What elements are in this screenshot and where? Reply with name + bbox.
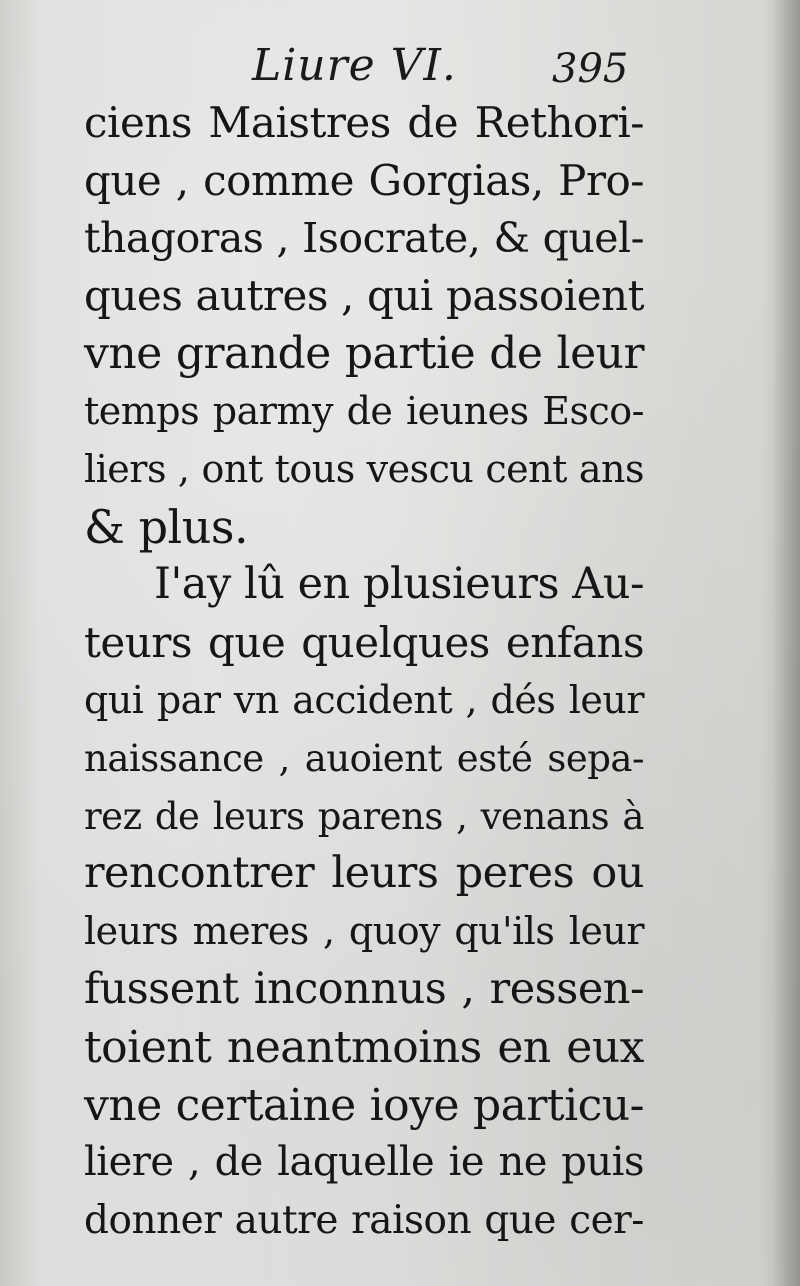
text-line: ciens Maistres de Rethori- xyxy=(84,98,644,147)
paragraph-end-line: & plus. xyxy=(84,499,249,554)
text-line: rencontrer leurs peres ou xyxy=(84,848,644,899)
paragraph-start-line: I'ay lû en plusieurs Au- xyxy=(154,559,644,610)
text-line: vne grande partie de leur xyxy=(84,328,644,380)
text-line: naissance , auoient esté sepa- xyxy=(84,736,644,780)
text-line: rez de leurs parens , venans à xyxy=(84,794,644,838)
text-line: teurs que quelques enfans xyxy=(84,618,644,668)
page-number: 395 xyxy=(552,46,629,92)
text-line: temps parmy de ieunes Esco- xyxy=(84,388,644,433)
text-line: vne certaine ioye particu- xyxy=(84,1079,644,1131)
text-line: qui par vn accident , dés leur xyxy=(84,677,644,722)
text-line: toient neantmoins en eux xyxy=(84,1021,644,1073)
text-line: donner autre raison que cer- xyxy=(84,1198,644,1244)
page-header xyxy=(0,40,800,100)
spine-shadow xyxy=(772,0,800,1286)
text-line: que , comme Gorgias, Pro- xyxy=(84,155,644,205)
text-line: fussent inconnus , ressen- xyxy=(84,963,644,1014)
text-line: liere , de laquelle ie ne puis xyxy=(84,1139,644,1186)
body-text xyxy=(84,94,644,1250)
text-line: ques autres , qui passoient xyxy=(84,271,644,321)
text-line: liers , ont tous vescu cent ans xyxy=(84,446,644,491)
running-title: Liure VI. xyxy=(252,40,457,91)
text-line: leurs meres , quoy qu'ils leur xyxy=(84,909,644,954)
text-line: thagoras , Isocrate, & quel- xyxy=(84,213,644,262)
